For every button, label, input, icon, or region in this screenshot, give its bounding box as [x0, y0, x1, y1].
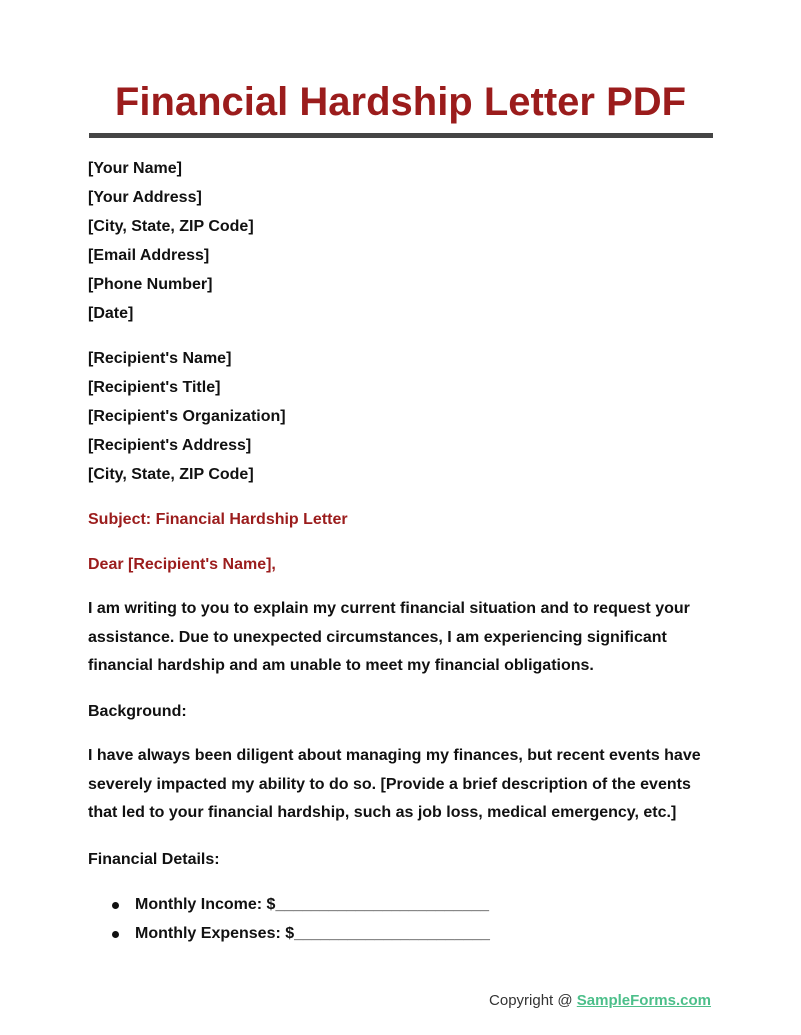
bullet-icon	[112, 931, 119, 938]
list-item	[88, 919, 718, 948]
salutation: Dear [Recipient's Name],	[88, 556, 276, 573]
title-divider	[89, 133, 713, 138]
financial-list	[88, 890, 718, 948]
sender-city: [City, State, ZIP Code]	[88, 218, 254, 235]
sender-name: [Your Name]	[88, 160, 182, 177]
sender-address: [Your Address]	[88, 189, 202, 206]
list-item	[88, 890, 718, 919]
intro-paragraph: I am writing to you to explain my current financial situation and to request your assistance. Due to unexpected circumstances, I am experiencing significant financial hardship and am unable to meet my financial obligations.	[88, 600, 690, 675]
recipient-city: [City, State, ZIP Code]	[88, 466, 254, 483]
recipient-address: [Recipient's Address]	[88, 437, 252, 454]
recipient-block	[88, 344, 718, 489]
financial-heading: Financial Details:	[88, 851, 220, 868]
copyright-text: Copyright @	[489, 992, 577, 1009]
background-paragraph: I have always been diligent about managing my finances, but recent events have severely impacted my ability to do so. [Provide a brief description of the events that led to your financial hardship, such as job loss, medical emergency, etc.]	[88, 747, 701, 822]
page-title: Financial Hardship Letter PDF	[114, 80, 687, 124]
background-heading: Background:	[88, 703, 187, 720]
recipient-title: [Recipient's Title]	[88, 379, 221, 396]
recipient-organization: [Recipient's Organization]	[88, 408, 286, 425]
monthly-income: Monthly Income: $________________________	[135, 896, 490, 913]
recipient-name: [Recipient's Name]	[88, 350, 232, 367]
subject-line: Subject: Financial Hardship Letter	[88, 511, 348, 528]
sender-date: [Date]	[88, 305, 134, 322]
sender-email: [Email Address]	[88, 247, 210, 264]
sender-block	[88, 154, 718, 328]
bullet-icon	[112, 902, 119, 909]
copyright-footer	[489, 992, 711, 1009]
sender-phone: [Phone Number]	[88, 276, 213, 293]
monthly-expenses: Monthly Expenses: $______________________	[135, 925, 490, 942]
sampleforms-link[interactable]: SampleForms.com	[576, 992, 711, 1009]
